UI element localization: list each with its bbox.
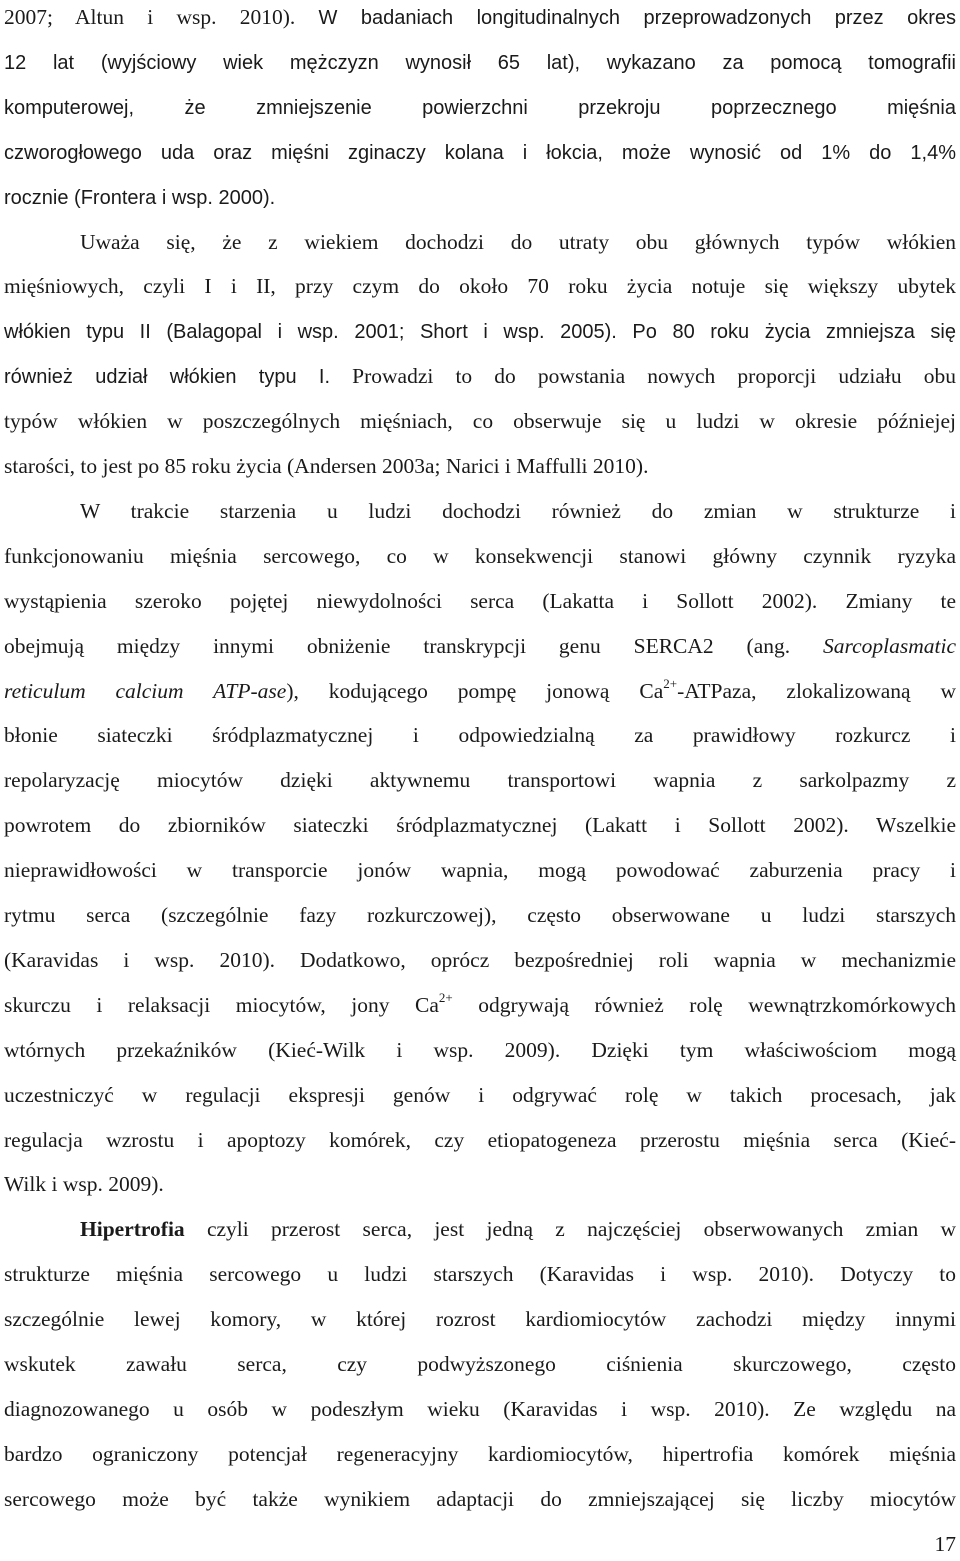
- text-line: [4, 718, 956, 752]
- superscript: 2+: [663, 675, 678, 691]
- text-line: [4, 808, 956, 842]
- text-segment: sercowego może być także wynikiem adaptacji do zmniejszającej się liczby miocytów: [4, 1486, 956, 1511]
- text-segment: komputerowej, że zmniejszenie powierzchni przekroju poprzecznego mięśnia: [4, 96, 956, 119]
- text-segment: Wilk i wsp. 2009).: [4, 1172, 164, 1197]
- text-segment: funkcjonowaniu mięśnia sercowego, co w konsekwencji stanowi główny czynnik ryzyka: [4, 543, 956, 568]
- text-segment: powrotem do zbiorników siateczki śródplazmatycznej (Lakatt i Sollott 2002). Wszelkie: [4, 813, 956, 838]
- text-line: [4, 898, 956, 932]
- text-line: [4, 1123, 956, 1157]
- text-segment: W trakcie starzenia u ludzi dochodzi również do zmian w strukturze i: [80, 498, 956, 523]
- text-line: [4, 1347, 956, 1381]
- text-segment: ), kodującego pompę jonową Ca: [286, 678, 664, 703]
- text-line: [4, 404, 956, 438]
- text-line: [4, 629, 956, 663]
- text-segment: wtórnych przekaźników (Kieć-Wilk i wsp. 2009). Dzięki tym właściwościom mogą: [4, 1037, 956, 1062]
- text-line: [4, 1482, 956, 1516]
- text-line: [4, 1033, 956, 1067]
- text-line: [4, 1078, 956, 1112]
- text-line: [4, 359, 956, 393]
- superscript: 2+: [438, 989, 453, 1005]
- text-segment: W badaniach longitudinalnych przeprowadzonych przez okres: [318, 7, 956, 29]
- text-segment: również udział włókien typu I.: [4, 366, 331, 389]
- text-segment: (Karavidas i wsp. 2010). Dodatkowo, oprócz bezpośredniej roli wapnia w mechanizmie: [4, 947, 956, 972]
- text-line: [4, 180, 956, 214]
- text-segment: starości, to jest po 85 roku życia (Andersen 2003a; Narici i Maffulli 2010).: [4, 454, 649, 478]
- text-line: [4, 853, 956, 887]
- page-number: 17: [934, 1532, 956, 1556]
- text-segment: mięśniowych, czyli I i II, przy czym do około 70 roku życia notuje się większy ubytek: [4, 274, 956, 299]
- text-line: [4, 539, 956, 573]
- bold-term: Hipertrofia: [80, 1217, 185, 1242]
- text-line: [4, 763, 956, 797]
- text-segment: bardzo ograniczony potencjał regeneracyjny kardiomiocytów, hipertrofia komórek mięśnia: [4, 1441, 956, 1466]
- text-segment: czyli przerost serca, jest jedną z najczęściej obserwowanych zmian w: [184, 1217, 956, 1242]
- text-segment: diagnozowanego u osób w podeszłym wieku (Karavidas i wsp. 2010). Ze względu na: [4, 1396, 956, 1421]
- text-segment: 12 lat (wyjściowy wiek mężczyzn wynosił 65 lat), wykazano za pomocą tomografii: [4, 51, 956, 74]
- text-line: [4, 90, 956, 124]
- italic-term: reticulum calcium ATP-ase: [4, 678, 287, 703]
- text-segment: Uważa się, że z wiekiem dochodzi do utraty obu głównych typów włókien: [80, 229, 956, 254]
- text-line: [4, 584, 956, 618]
- text-line: [4, 1392, 956, 1426]
- text-segment: rocznie (Frontera i wsp. 2000).: [4, 186, 276, 209]
- text-line: [4, 449, 956, 483]
- text-line: [4, 1302, 956, 1336]
- text-segment: szczególnie lewej komory, w której rozrost kardiomiocytów zachodzi między innymi: [4, 1307, 956, 1332]
- text-line: [4, 135, 956, 169]
- text-line: [4, 45, 956, 79]
- text-segment: rytmu serca (szczególnie fazy rozkurczowej), często obserwowane u ludzi starszych: [4, 903, 956, 927]
- text-line: [4, 1257, 956, 1291]
- text-line: [4, 1437, 956, 1471]
- italic-term: Sarcoplasmatic: [823, 633, 956, 658]
- text-line: [80, 225, 956, 259]
- text-line: [80, 1212, 956, 1246]
- text-segment: wystąpienia szeroko pojętej niewydolności serca (Lakatta i Sollott 2002). Zmiany te: [4, 588, 956, 613]
- text-segment: nieprawidłowości w transporcie jonów wapnia, mogą powodować zaburzenia pracy i: [4, 858, 956, 883]
- text-segment: czworogłowego uda oraz mięśni zginaczy kolana i łokcia, może wynosić od 1% do 1,4%: [4, 141, 956, 164]
- text-segment: uczestniczyć w regulacji ekspresji genów i odgrywać rolę w takich procesach, jak: [4, 1082, 956, 1107]
- text-segment: regulacja wzrostu i apoptozy komórek, czy etiopatogeneza przerostu mięśnia serca (Kieć-: [4, 1127, 956, 1152]
- text-line: [4, 674, 956, 708]
- text-segment: repolaryzację miocytów dzięki aktywnemu transportowi wapnia z sarkolpazmy z: [4, 768, 956, 793]
- text-segment: włókien typu II (Balagopal i wsp. 2001; Short i wsp. 2005). Po 80 roku życia zmniejsza się: [4, 321, 956, 344]
- text-segment: typów włókien w poszczególnych mięśniach, co obserwuje się u ludzi w okresie późniejej: [4, 409, 956, 434]
- text-segment: skurczu i relaksacji miocytów, jony Ca: [4, 992, 439, 1017]
- text-segment: Prowadzi to do powstania nowych proporcji udziału obu: [330, 364, 957, 389]
- text-line: [4, 1167, 956, 1201]
- text-line: [4, 314, 956, 348]
- text-line: [4, 988, 956, 1022]
- text-segment: błonie siateczki śródplazmatycznej i odpowiedzialną za prawidłowy rozkurcz i: [4, 723, 956, 748]
- text-line: [4, 0, 956, 34]
- text-line: [80, 494, 956, 528]
- text-segment: wskutek zawału serca, czy podwyższonego ciśnienia skurczowego, często: [4, 1352, 956, 1376]
- text-segment: -ATPaza, zlokalizowaną w: [677, 678, 956, 703]
- text-line: [4, 943, 956, 977]
- text-segment: strukturze mięśnia sercowego u ludzi starszych (Karavidas i wsp. 2010). Dotyczy to: [4, 1262, 956, 1287]
- text-segment: odgrywają również rolę wewnątrzkomórkowych: [452, 992, 957, 1017]
- text-segment: obejmują między innymi obniżenie transkrypcji genu SERCA2 (ang.: [4, 633, 824, 658]
- text-segment: 2007; Altun i wsp. 2010).: [4, 5, 319, 29]
- text-line: [4, 269, 956, 303]
